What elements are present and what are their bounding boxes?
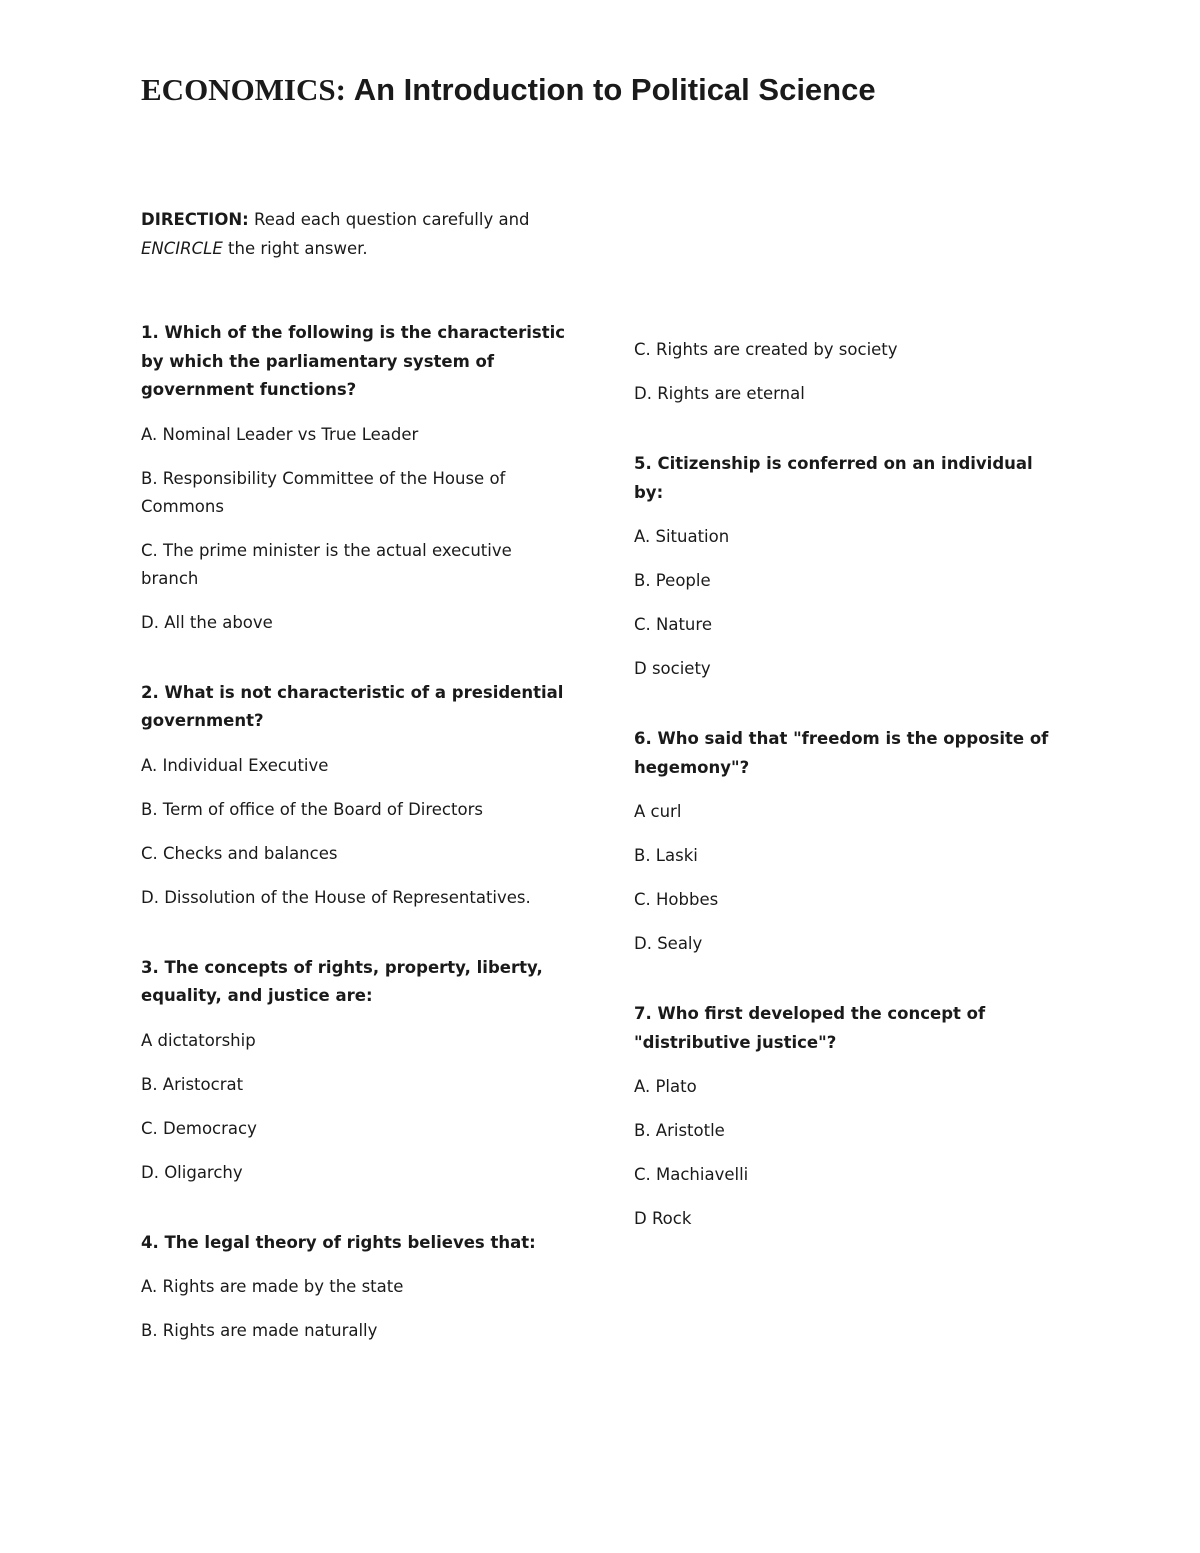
option[interactable]: A. Plato <box>634 1077 697 1096</box>
question-text: 1. Which of the following is the characteristic by which the parliamentary system of government functions? <box>141 323 566 399</box>
option[interactable]: A curl <box>634 802 682 821</box>
option[interactable]: B. Aristotle <box>634 1121 725 1140</box>
option[interactable]: A. Situation <box>634 527 730 546</box>
title-course: An Introduction to Political Science <box>353 72 876 107</box>
option[interactable]: B. Rights are made naturally <box>141 1321 378 1340</box>
question-6 <box>634 725 1064 958</box>
option[interactable]: D. Sealy <box>634 934 703 953</box>
option[interactable]: B. Responsibility Committee of the House of Commons <box>141 468 506 516</box>
direction-text-end: the right answer. <box>228 239 368 258</box>
option[interactable]: A. Individual Executive <box>141 755 329 775</box>
option[interactable]: D society <box>634 659 711 678</box>
question-7 <box>634 1000 1064 1233</box>
option[interactable]: C. Democracy <box>141 1118 257 1138</box>
option[interactable]: D Rock <box>634 1209 692 1228</box>
option[interactable]: C. Checks and balances <box>141 843 338 863</box>
option[interactable]: B. Laski <box>634 846 698 865</box>
option[interactable]: B. Term of office of the Board of Directors <box>141 799 483 819</box>
question-2 <box>141 679 571 912</box>
option[interactable]: B. Aristocrat <box>141 1074 244 1094</box>
document-title <box>141 70 876 110</box>
question-3 <box>141 954 571 1187</box>
option[interactable]: D. Rights are eternal <box>634 384 805 403</box>
option[interactable]: C. Hobbes <box>634 890 719 909</box>
direction-emphasis: ENCIRCLE <box>141 239 223 258</box>
question-text: 3. The concepts of rights, property, liberty, equality, and justice are: <box>141 957 543 1005</box>
direction-text: Read each question carefully and <box>254 210 530 229</box>
option[interactable]: A. Rights are made by the state <box>141 1277 404 1296</box>
directions <box>141 205 571 263</box>
option[interactable]: C. Nature <box>634 615 712 634</box>
question-4 <box>141 1229 571 1346</box>
title-subject: ECONOMICS: <box>141 72 346 107</box>
option[interactable]: D. Oligarchy <box>141 1162 243 1182</box>
question-text: 2. What is not characteristic of a presidential government? <box>141 682 564 730</box>
option[interactable]: C. Rights are created by society <box>634 340 898 359</box>
question-text: 7. Who first developed the concept of "distributive justice"? <box>634 1004 986 1052</box>
option[interactable]: C. The prime minister is the actual executive branch <box>141 540 512 588</box>
question-1 <box>141 319 571 637</box>
option[interactable]: A dictatorship <box>141 1030 256 1050</box>
option[interactable]: D. Dissolution of the House of Representatives. <box>141 887 531 907</box>
question-text: 6. Who said that "freedom is the opposite of hegemony"? <box>634 729 1049 777</box>
option[interactable]: D. All the above <box>141 612 273 632</box>
option[interactable]: B. People <box>634 571 711 590</box>
question-5 <box>634 450 1064 683</box>
option[interactable]: A. Nominal Leader vs True Leader <box>141 424 419 444</box>
option[interactable]: C. Machiavelli <box>634 1165 749 1184</box>
right-column <box>634 336 1064 1249</box>
question-text: 4. The legal theory of rights believes that: <box>141 1232 536 1252</box>
direction-label: DIRECTION: <box>141 210 249 229</box>
question-4-continued <box>634 336 1064 408</box>
question-text: 5. Citizenship is conferred on an individual by: <box>634 454 1033 502</box>
left-column <box>141 319 571 1361</box>
